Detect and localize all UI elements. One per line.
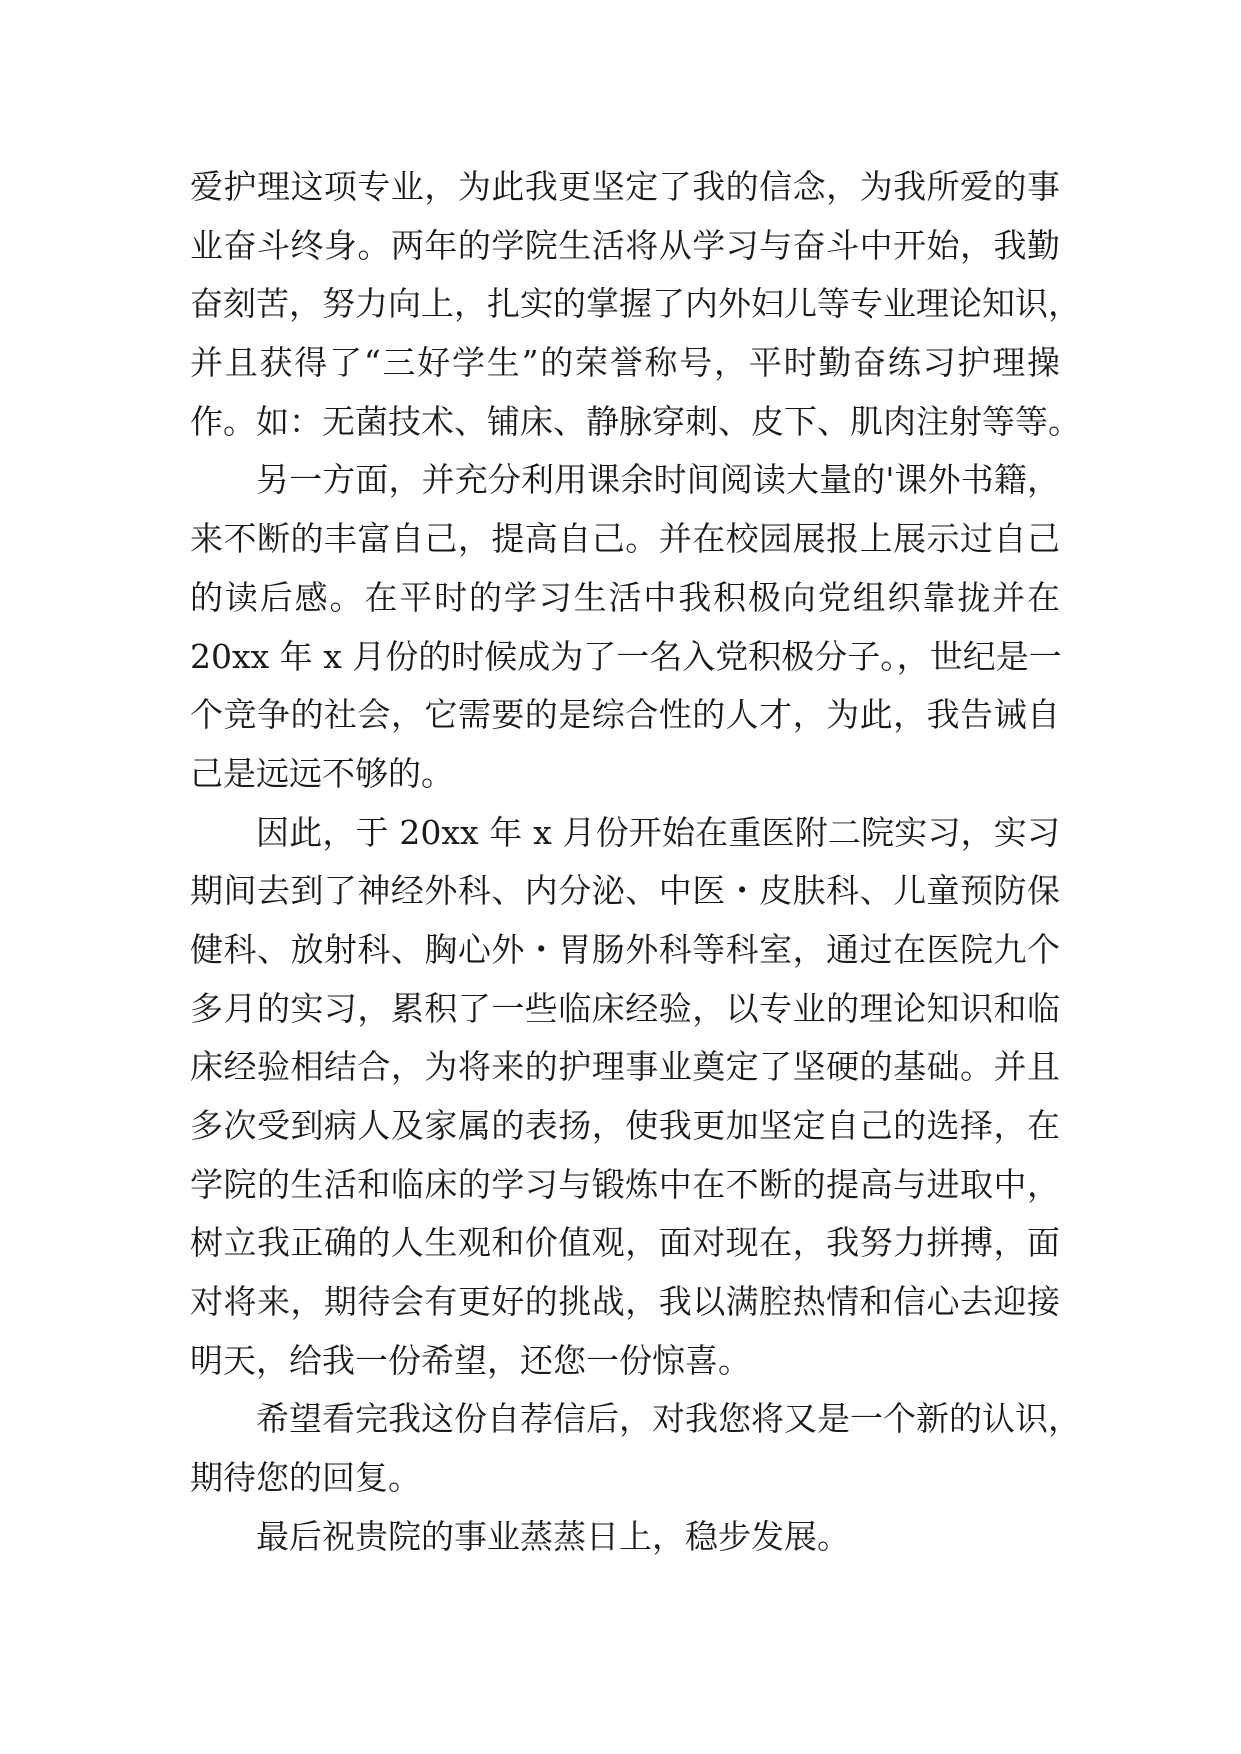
text-line: 期待您的回复。	[190, 1458, 421, 1498]
text-line: 的读后感。在平时的学习生活中我积极向党组织靠拢并在	[190, 577, 1060, 617]
letter-body	[190, 158, 1081, 1567]
text-line: 明天，给我一份希望，还您一份惊喜。	[190, 1340, 751, 1380]
text-line: 希望看完我这份自荐信后，对我您将又是一个新的认识，	[256, 1399, 1081, 1439]
text-line: 20xx 年 x 月份的时候成为了一名入党积极分子。，世纪是一	[190, 636, 1062, 676]
text-line: 多次受到病人及家属的表扬，使我更加坚定自己的选择，在	[190, 1106, 1060, 1145]
paragraph	[190, 1508, 1060, 1567]
text-line: 学院的生活和临床的学习与锻炼中在不断的提高与进取中，	[190, 1164, 1060, 1204]
text-line: 奋刻苦，努力向上，扎实的掌握了内外妇儿等专业理论知识，	[190, 284, 1081, 324]
text-line: 来不断的丰富自己，提高自己。并在校园展报上展示过自己	[190, 519, 1060, 559]
paragraph	[190, 1390, 1081, 1507]
text-line: 并且获得了“三好学生”的荣誉称号，平时勤奋练习护理操	[190, 343, 1060, 383]
paragraph	[190, 451, 1060, 803]
text-line: 作。如：无菌技术、铺床、静脉穿刺、皮下、肌肉注射等等。	[190, 401, 1081, 441]
text-line: 另一方面，并充分利用课余时间阅读大量的'课外书籍，	[256, 460, 1060, 500]
text-line: 期间去到了神经外科、内分泌、中医・皮肤科、儿童预防保	[190, 871, 1060, 911]
text-line: 最后祝贵院的事业蒸蒸日上，稳步发展。	[256, 1516, 850, 1556]
text-line: 业奋斗终身。两年的学院生活将从学习与奋斗中开始，我勤	[190, 225, 1060, 265]
text-line: 个竞争的社会，它需要的是综合性的人才，为此，我告诫自	[190, 695, 1060, 735]
paragraph	[190, 804, 1060, 1391]
text-line: 爱护理这项专业，为此我更坚定了我的信念，为我所爱的事	[190, 167, 1060, 206]
text-line: 因此，于 20xx 年 x 月份开始在重医附二院实习，实习	[256, 812, 1060, 852]
text-line: 床经验相结合，为将来的护理事业奠定了坚硬的基础。并且	[190, 1047, 1060, 1087]
text-line: 树立我正确的人生观和价值观，面对现在，我努力拼搏，面	[190, 1223, 1060, 1263]
text-line: 对将来，期待会有更好的挑战，我以满腔热情和信心去迎接	[190, 1282, 1060, 1322]
text-line: 健科、放射科、胸心外・胃肠外科等科室，通过在医院九个	[190, 929, 1060, 969]
text-line: 己是远远不够的。	[190, 753, 454, 793]
paragraph	[190, 158, 1081, 451]
text-line: 多月的实习，累积了一些临床经验，以专业的理论知识和临	[190, 988, 1060, 1028]
